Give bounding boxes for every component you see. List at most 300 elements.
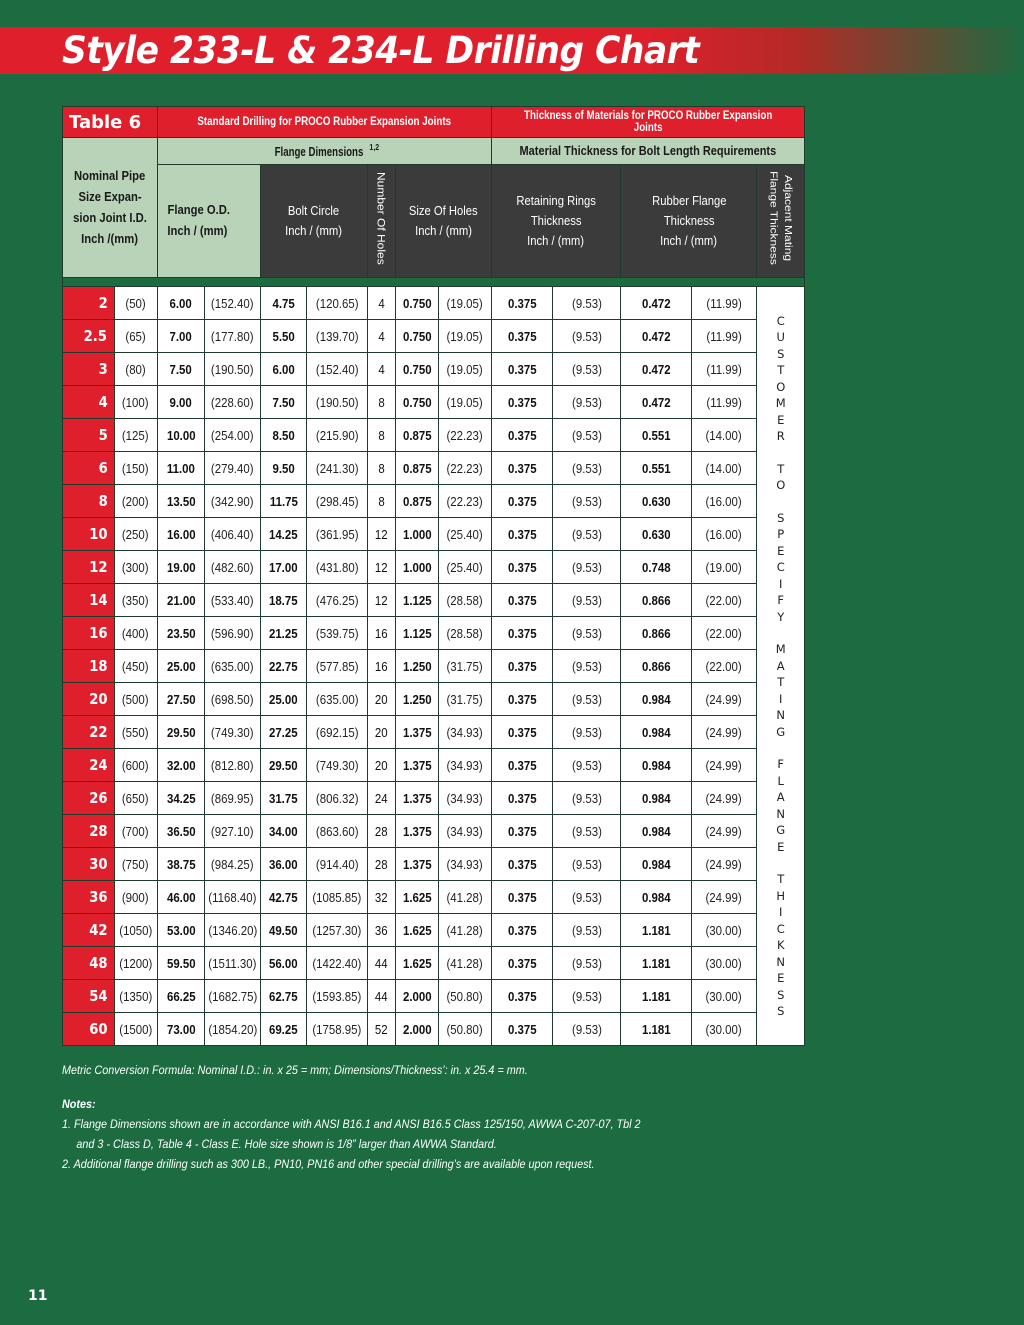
nominal-size-mm-cell: (550)	[114, 716, 157, 749]
nominal-size-cell: 48	[63, 947, 115, 980]
nominal-size-mm-cell: (1200)	[114, 947, 157, 980]
number-of-holes-cell: 44	[367, 947, 395, 980]
number-of-holes-cell: 36	[367, 914, 395, 947]
flange-od-mm-cell: (869.95)	[205, 782, 261, 815]
retaining-ring-thickness-cell: 0.375	[491, 485, 553, 518]
retaining-ring-thickness-cell: 0.375	[491, 716, 553, 749]
flange-od-mm-cell: (228.60)	[205, 386, 261, 419]
rubber-flange-thickness-cell: 1.181	[621, 980, 691, 1013]
flange-od-mm-cell: (1511.30)	[205, 947, 261, 980]
bolt-circle-mm-cell: (190.50)	[307, 386, 368, 419]
flange-dimensions-header: Flange Dimensions $^{1,2}$	[157, 138, 491, 165]
hole-size-mm-cell: (34.93)	[439, 716, 492, 749]
rubber-flange-thickness-mm-cell: (24.99)	[691, 782, 757, 815]
nominal-size-mm-cell: (700)	[114, 815, 157, 848]
hole-size-mm-cell: (22.23)	[439, 452, 492, 485]
retaining-ring-thickness-cell: 0.375	[491, 551, 553, 584]
rubber-flange-thickness-cell: 1.181	[621, 914, 691, 947]
page-title: Style 233-L & 234-L Drilling Chart	[62, 29, 700, 72]
hole-size-cell: 0.875	[395, 419, 438, 452]
flange-od-cell: 34.25	[157, 782, 204, 815]
bolt-circle-cell: 69.25	[260, 1013, 306, 1046]
hole-size-mm-cell: (34.93)	[439, 782, 492, 815]
number-of-holes-cell: 20	[367, 683, 395, 716]
retaining-ring-thickness-mm-cell: (9.53)	[553, 1013, 621, 1046]
bolt-circle-cell: 49.50	[260, 914, 306, 947]
flange-od-mm-cell: (533.40)	[205, 584, 261, 617]
number-of-holes-cell: 52	[367, 1013, 395, 1046]
nominal-size-cell: 30	[63, 848, 115, 881]
bolt-circle-cell: 9.50	[260, 452, 306, 485]
bolt-circle-cell: 7.50	[260, 386, 306, 419]
bolt-circle-cell: 56.00	[260, 947, 306, 980]
nominal-size-mm-cell: (125)	[114, 419, 157, 452]
retaining-ring-thickness-mm-cell: (9.53)	[553, 584, 621, 617]
table-row	[63, 518, 805, 551]
rubber-flange-thickness-mm-cell: (16.00)	[691, 485, 757, 518]
rubber-flange-thickness-cell: 0.551	[621, 452, 691, 485]
retaining-ring-thickness-cell: 0.375	[491, 815, 553, 848]
flange-od-mm-cell: (635.00)	[205, 650, 261, 683]
retaining-ring-thickness-cell: 0.375	[491, 980, 553, 1013]
rubber-flange-thickness-mm-cell: (14.00)	[691, 419, 757, 452]
rubber-flange-thickness-mm-cell: (30.00)	[691, 914, 757, 947]
flange-od-mm-cell: (254.00)	[205, 419, 261, 452]
nominal-size-cell: 12	[63, 551, 115, 584]
retaining-ring-thickness-cell: 0.375	[491, 452, 553, 485]
flange-od-mm-cell: (406.40)	[205, 518, 261, 551]
hole-size-mm-cell: (19.05)	[439, 320, 492, 353]
table-row	[63, 485, 805, 518]
number-of-holes-cell: 24	[367, 782, 395, 815]
rubber-flange-thickness-cell: 0.551	[621, 419, 691, 452]
bolt-circle-cell: 4.75	[260, 287, 306, 320]
bolt-circle-cell: 29.50	[260, 749, 306, 782]
hole-size-mm-cell: (19.05)	[439, 353, 492, 386]
rubber-flange-thickness-mm-cell: (24.99)	[691, 683, 757, 716]
retaining-ring-thickness-mm-cell: (9.53)	[553, 980, 621, 1013]
rubber-flange-thickness-cell: 0.866	[621, 584, 691, 617]
retaining-ring-thickness-mm-cell: (9.53)	[553, 914, 621, 947]
bolt-circle-mm-cell: (1422.40)	[307, 947, 368, 980]
bolt-circle-cell: 42.75	[260, 881, 306, 914]
nominal-size-mm-cell: (400)	[114, 617, 157, 650]
hole-size-cell: 1.250	[395, 683, 438, 716]
hole-size-mm-cell: (34.93)	[439, 848, 492, 881]
bolt-circle-mm-cell: (692.15)	[307, 716, 368, 749]
retaining-ring-thickness-cell: 0.375	[491, 386, 553, 419]
table-row	[63, 584, 805, 617]
table-row	[63, 815, 805, 848]
retaining-ring-thickness-cell: 0.375	[491, 353, 553, 386]
bolt-circle-mm-cell: (298.45)	[307, 485, 368, 518]
bolt-circle-mm-cell: (431.80)	[307, 551, 368, 584]
nominal-size-mm-cell: (200)	[114, 485, 157, 518]
hole-size-mm-cell: (41.28)	[439, 914, 492, 947]
hole-size-mm-cell: (19.05)	[439, 386, 492, 419]
bolt-circle-cell: 14.25	[260, 518, 306, 551]
table-row	[63, 353, 805, 386]
number-of-holes-cell: 20	[367, 716, 395, 749]
hole-size-mm-cell: (31.75)	[439, 683, 492, 716]
retaining-ring-thickness-mm-cell: (9.53)	[553, 386, 621, 419]
table-row	[63, 716, 805, 749]
rubber-flange-thickness-cell: 0.984	[621, 683, 691, 716]
nominal-size-cell: 26	[63, 782, 115, 815]
retaining-ring-thickness-cell: 0.375	[491, 1013, 553, 1046]
number-of-holes-cell: 28	[367, 815, 395, 848]
table-row	[63, 287, 805, 320]
hole-size-mm-cell: (19.05)	[439, 287, 492, 320]
rubber-flange-thickness-mm-cell: (24.99)	[691, 815, 757, 848]
flange-od-mm-cell: (482.60)	[205, 551, 261, 584]
flange-od-mm-cell: (177.80)	[205, 320, 261, 353]
flange-od-mm-cell: (1168.40)	[205, 881, 261, 914]
bolt-circle-mm-cell: (539.75)	[307, 617, 368, 650]
hole-size-cell: 1.375	[395, 716, 438, 749]
table-row	[63, 683, 805, 716]
flange-od-mm-cell: (342.90)	[205, 485, 261, 518]
bolt-circle-cell: 36.00	[260, 848, 306, 881]
customer-to-specify-note: C U S T O M E R T O S P E C I F Y M A T I N G F L A N G E T H I C K N E S S	[757, 287, 805, 1046]
nominal-size-mm-cell: (65)	[114, 320, 157, 353]
nominal-size-cell: 24	[63, 749, 115, 782]
flange-od-mm-cell: (698.50)	[205, 683, 261, 716]
notes-section	[62, 1060, 705, 1174]
nominal-size-mm-cell: (1350)	[114, 980, 157, 1013]
bolt-circle-cell: 5.50	[260, 320, 306, 353]
bolt-circle-cell: 62.75	[260, 980, 306, 1013]
nominal-size-mm-cell: (80)	[114, 353, 157, 386]
rubber-flange-thickness-mm-cell: (24.99)	[691, 848, 757, 881]
retaining-ring-thickness-cell: 0.375	[491, 617, 553, 650]
retaining-ring-thickness-cell: 0.375	[491, 650, 553, 683]
retaining-ring-thickness-mm-cell: (9.53)	[553, 551, 621, 584]
hole-size-mm-cell: (31.75)	[439, 650, 492, 683]
rubber-flange-thickness-cell: 0.472	[621, 386, 691, 419]
retaining-ring-thickness-mm-cell: (9.53)	[553, 782, 621, 815]
bolt-circle-cell: 18.75	[260, 584, 306, 617]
flange-od-mm-cell: (190.50)	[205, 353, 261, 386]
hole-size-mm-cell: (28.58)	[439, 617, 492, 650]
rubber-flange-thickness-cell: 0.630	[621, 485, 691, 518]
flange-od-cell: 7.00	[157, 320, 204, 353]
nominal-size-mm-cell: (500)	[114, 683, 157, 716]
bolt-circle-mm-cell: (577.85)	[307, 650, 368, 683]
retaining-ring-thickness-mm-cell: (9.53)	[553, 716, 621, 749]
bolt-circle-cell: 25.00	[260, 683, 306, 716]
bolt-circle-mm-cell: (914.40)	[307, 848, 368, 881]
retaining-ring-thickness-mm-cell: (9.53)	[553, 848, 621, 881]
number-of-holes-cell: 8	[367, 419, 395, 452]
bolt-circle-mm-cell: (1257.30)	[307, 914, 368, 947]
hole-size-mm-cell: (50.80)	[439, 980, 492, 1013]
hole-size-cell: 1.125	[395, 617, 438, 650]
rubber-flange-thickness-mm-cell: (11.99)	[691, 320, 757, 353]
bolt-circle-mm-cell: (863.60)	[307, 815, 368, 848]
flange-od-mm-cell: (812.80)	[205, 749, 261, 782]
rubber-flange-header: Rubber Flange Thickness Inch / (mm)	[621, 165, 757, 278]
retaining-ring-thickness-cell: 0.375	[491, 914, 553, 947]
flange-od-cell: 66.25	[157, 980, 204, 1013]
rubber-flange-thickness-mm-cell: (19.00)	[691, 551, 757, 584]
rubber-flange-thickness-cell: 1.181	[621, 1013, 691, 1046]
flange-od-cell: 73.00	[157, 1013, 204, 1046]
retaining-ring-thickness-cell: 0.375	[491, 947, 553, 980]
nominal-size-cell: 2	[63, 287, 115, 320]
flange-od-cell: 36.50	[157, 815, 204, 848]
hole-size-cell: 2.000	[395, 1013, 438, 1046]
metric-conversion-note: Metric Conversion Formula: Nominal I.D.: in. x 25 = mm; Dimensions/Thickness’: in. x 25.4 = mm.	[62, 1063, 528, 1077]
flange-od-cell: 10.00	[157, 419, 204, 452]
rubber-flange-thickness-cell: 1.181	[621, 947, 691, 980]
bolt-circle-mm-cell: (635.00)	[307, 683, 368, 716]
hole-size-cell: 1.625	[395, 914, 438, 947]
flange-od-cell: 25.00	[157, 650, 204, 683]
nominal-size-mm-cell: (250)	[114, 518, 157, 551]
bolt-circle-cell: 31.75	[260, 782, 306, 815]
rubber-flange-thickness-mm-cell: (22.00)	[691, 650, 757, 683]
flange-od-mm-cell: (596.90)	[205, 617, 261, 650]
hole-size-mm-cell: (34.93)	[439, 749, 492, 782]
rubber-flange-thickness-mm-cell: (24.99)	[691, 749, 757, 782]
number-of-holes-cell: 16	[367, 650, 395, 683]
bolt-circle-mm-cell: (120.65)	[307, 287, 368, 320]
number-of-holes-header: Number Of Holes	[367, 165, 395, 278]
rubber-flange-thickness-mm-cell: (11.99)	[691, 287, 757, 320]
table-row	[63, 650, 805, 683]
bolt-circle-cell: 11.75	[260, 485, 306, 518]
retaining-ring-thickness-mm-cell: (9.53)	[553, 353, 621, 386]
nominal-size-cell: 2.5	[63, 320, 115, 353]
rubber-flange-thickness-cell: 0.984	[621, 782, 691, 815]
flange-od-cell: 7.50	[157, 353, 204, 386]
retaining-rings-header: Retaining Rings Thickness Inch / (mm)	[491, 165, 621, 278]
number-of-holes-cell: 32	[367, 881, 395, 914]
hole-size-cell: 1.375	[395, 848, 438, 881]
table-row	[63, 551, 805, 584]
hole-size-cell: 1.250	[395, 650, 438, 683]
flange-od-mm-cell: (749.30)	[205, 716, 261, 749]
material-thickness-header: Material Thickness for Bolt Length Requirements	[491, 138, 804, 165]
bolt-circle-cell: 34.00	[260, 815, 306, 848]
rubber-flange-thickness-mm-cell: (16.00)	[691, 518, 757, 551]
rubber-flange-thickness-mm-cell: (22.00)	[691, 584, 757, 617]
table-row	[63, 914, 805, 947]
table-row	[63, 386, 805, 419]
rubber-flange-thickness-cell: 0.984	[621, 881, 691, 914]
nominal-size-mm-cell: (900)	[114, 881, 157, 914]
table-row	[63, 617, 805, 650]
retaining-ring-thickness-cell: 0.375	[491, 584, 553, 617]
number-of-holes-cell: 12	[367, 551, 395, 584]
number-of-holes-cell: 4	[367, 353, 395, 386]
table-row	[63, 980, 805, 1013]
retaining-ring-thickness-cell: 0.375	[491, 518, 553, 551]
number-of-holes-cell: 8	[367, 386, 395, 419]
nominal-size-header: Nominal Pipe Size Expan- sion Joint I.D. Inch /(mm)	[63, 138, 158, 278]
hole-size-mm-cell: (25.40)	[439, 551, 492, 584]
retaining-ring-thickness-cell: 0.375	[491, 419, 553, 452]
retaining-ring-thickness-cell: 0.375	[491, 287, 553, 320]
nominal-size-mm-cell: (450)	[114, 650, 157, 683]
bolt-circle-mm-cell: (476.25)	[307, 584, 368, 617]
hole-size-cell: 1.375	[395, 782, 438, 815]
hole-size-cell: 0.750	[395, 287, 438, 320]
bolt-circle-mm-cell: (139.70)	[307, 320, 368, 353]
rubber-flange-thickness-mm-cell: (22.00)	[691, 617, 757, 650]
number-of-holes-cell: 44	[367, 980, 395, 1013]
bolt-circle-cell: 17.00	[260, 551, 306, 584]
nominal-size-mm-cell: (300)	[114, 551, 157, 584]
rubber-flange-thickness-cell: 0.984	[621, 848, 691, 881]
table-label: Table 6	[63, 107, 158, 138]
nominal-size-cell: 18	[63, 650, 115, 683]
note-1-line-1: 1. Flange Dimensions shown are in accordance with ANSI B16.1 and ANSI B16.5 Class 125/150, AWWA C-207-07, Tbl 2	[62, 1117, 641, 1131]
retaining-ring-thickness-cell: 0.375	[491, 320, 553, 353]
table-row	[63, 1013, 805, 1046]
hole-size-cell: 1.375	[395, 815, 438, 848]
number-of-holes-cell: 12	[367, 584, 395, 617]
note-1-line-2: and 3 - Class D, Table 4 - Class E. Hole size shown is 1/8” larger than AWWA Standard.	[76, 1137, 497, 1151]
rubber-flange-thickness-cell: 0.748	[621, 551, 691, 584]
nominal-size-mm-cell: (150)	[114, 452, 157, 485]
retaining-ring-thickness-mm-cell: (9.53)	[553, 452, 621, 485]
bolt-circle-mm-cell: (806.32)	[307, 782, 368, 815]
table-row	[63, 881, 805, 914]
bolt-circle-mm-cell: (1593.85)	[307, 980, 368, 1013]
flange-od-cell: 59.50	[157, 947, 204, 980]
hole-size-mm-cell: (41.28)	[439, 947, 492, 980]
hole-size-mm-cell: (25.40)	[439, 518, 492, 551]
hole-size-cell: 0.750	[395, 386, 438, 419]
nominal-size-cell: 10	[63, 518, 115, 551]
retaining-ring-thickness-cell: 0.375	[491, 848, 553, 881]
number-of-holes-cell: 4	[367, 287, 395, 320]
rubber-flange-thickness-cell: 0.866	[621, 650, 691, 683]
retaining-ring-thickness-mm-cell: (9.53)	[553, 650, 621, 683]
nominal-size-mm-cell: (50)	[114, 287, 157, 320]
hole-size-cell: 1.000	[395, 518, 438, 551]
flange-od-mm-cell: (279.40)	[205, 452, 261, 485]
rubber-flange-thickness-mm-cell: (30.00)	[691, 947, 757, 980]
nominal-size-cell: 8	[63, 485, 115, 518]
hole-size-cell: 0.875	[395, 485, 438, 518]
retaining-ring-thickness-mm-cell: (9.53)	[553, 683, 621, 716]
flange-od-mm-cell: (1854.20)	[205, 1013, 261, 1046]
rubber-flange-thickness-mm-cell: (30.00)	[691, 980, 757, 1013]
flange-od-cell: 53.00	[157, 914, 204, 947]
notes-heading: Notes:	[62, 1097, 96, 1111]
retaining-ring-thickness-cell: 0.375	[491, 782, 553, 815]
hole-size-mm-cell: (22.23)	[439, 419, 492, 452]
number-of-holes-cell: 8	[367, 485, 395, 518]
bolt-circle-cell: 6.00	[260, 353, 306, 386]
rubber-flange-thickness-cell: 0.984	[621, 716, 691, 749]
nominal-size-cell: 6	[63, 452, 115, 485]
retaining-ring-thickness-mm-cell: (9.53)	[553, 485, 621, 518]
bolt-circle-mm-cell: (749.30)	[307, 749, 368, 782]
table-body	[63, 287, 805, 1046]
size-of-holes-header: Size Of Holes Inch / (mm)	[395, 165, 491, 278]
number-of-holes-cell: 4	[367, 320, 395, 353]
rubber-flange-thickness-mm-cell: (30.00)	[691, 1013, 757, 1046]
rubber-flange-thickness-mm-cell: (24.99)	[691, 716, 757, 749]
nominal-size-mm-cell: (350)	[114, 584, 157, 617]
group-header-thickness: Thickness of Materials for PROCO Rubber Expansion Joints	[491, 107, 804, 138]
table-row	[63, 848, 805, 881]
flange-od-cell: 11.00	[157, 452, 204, 485]
bolt-circle-cell: 21.25	[260, 617, 306, 650]
flange-od-cell: 38.75	[157, 848, 204, 881]
nominal-size-cell: 28	[63, 815, 115, 848]
nominal-size-mm-cell: (1050)	[114, 914, 157, 947]
nominal-size-mm-cell: (600)	[114, 749, 157, 782]
adjacent-flange-header: Adjacent Mating Flange Thickness	[757, 165, 805, 278]
retaining-ring-thickness-cell: 0.375	[491, 749, 553, 782]
flange-od-cell: 21.00	[157, 584, 204, 617]
flange-od-mm-cell: (1346.20)	[205, 914, 261, 947]
drilling-chart-table	[62, 106, 805, 1046]
retaining-ring-thickness-mm-cell: (9.53)	[553, 749, 621, 782]
retaining-ring-thickness-mm-cell: (9.53)	[553, 815, 621, 848]
table-row	[63, 419, 805, 452]
nominal-size-cell: 5	[63, 419, 115, 452]
rubber-flange-thickness-mm-cell: (11.99)	[691, 386, 757, 419]
bolt-circle-mm-cell: (215.90)	[307, 419, 368, 452]
retaining-ring-thickness-mm-cell: (9.53)	[553, 320, 621, 353]
nominal-size-mm-cell: (100)	[114, 386, 157, 419]
bolt-circle-mm-cell: (1085.85)	[307, 881, 368, 914]
rubber-flange-thickness-mm-cell: (24.99)	[691, 881, 757, 914]
retaining-ring-thickness-mm-cell: (9.53)	[553, 419, 621, 452]
title-banner	[0, 27, 1024, 74]
nominal-size-mm-cell: (650)	[114, 782, 157, 815]
hole-size-cell: 2.000	[395, 980, 438, 1013]
rubber-flange-thickness-cell: 0.984	[621, 815, 691, 848]
hole-size-cell: 0.875	[395, 452, 438, 485]
flange-od-cell: 29.50	[157, 716, 204, 749]
nominal-size-mm-cell: (750)	[114, 848, 157, 881]
nominal-size-mm-cell: (1500)	[114, 1013, 157, 1046]
table-row	[63, 947, 805, 980]
number-of-holes-cell: 8	[367, 452, 395, 485]
bolt-circle-mm-cell: (241.30)	[307, 452, 368, 485]
number-of-holes-cell: 16	[367, 617, 395, 650]
retaining-ring-thickness-mm-cell: (9.53)	[553, 617, 621, 650]
bolt-circle-mm-cell: (1758.95)	[307, 1013, 368, 1046]
flange-od-mm-cell: (152.40)	[205, 287, 261, 320]
nominal-size-cell: 60	[63, 1013, 115, 1046]
bolt-circle-cell: 8.50	[260, 419, 306, 452]
flange-od-cell: 16.00	[157, 518, 204, 551]
retaining-ring-thickness-mm-cell: (9.53)	[553, 881, 621, 914]
hole-size-mm-cell: (50.80)	[439, 1013, 492, 1046]
nominal-size-cell: 14	[63, 584, 115, 617]
nominal-size-cell: 4	[63, 386, 115, 419]
page-number: 11	[28, 1288, 48, 1304]
hole-size-mm-cell: (34.93)	[439, 815, 492, 848]
rubber-flange-thickness-cell: 0.472	[621, 353, 691, 386]
flange-od-mm-cell: (927.10)	[205, 815, 261, 848]
flange-od-cell: 27.50	[157, 683, 204, 716]
flange-od-cell: 23.50	[157, 617, 204, 650]
flange-od-mm-cell: (984.25)	[205, 848, 261, 881]
flange-od-cell: 6.00	[157, 287, 204, 320]
retaining-ring-thickness-mm-cell: (9.53)	[553, 947, 621, 980]
nominal-size-cell: 16	[63, 617, 115, 650]
rubber-flange-thickness-cell: 0.472	[621, 287, 691, 320]
